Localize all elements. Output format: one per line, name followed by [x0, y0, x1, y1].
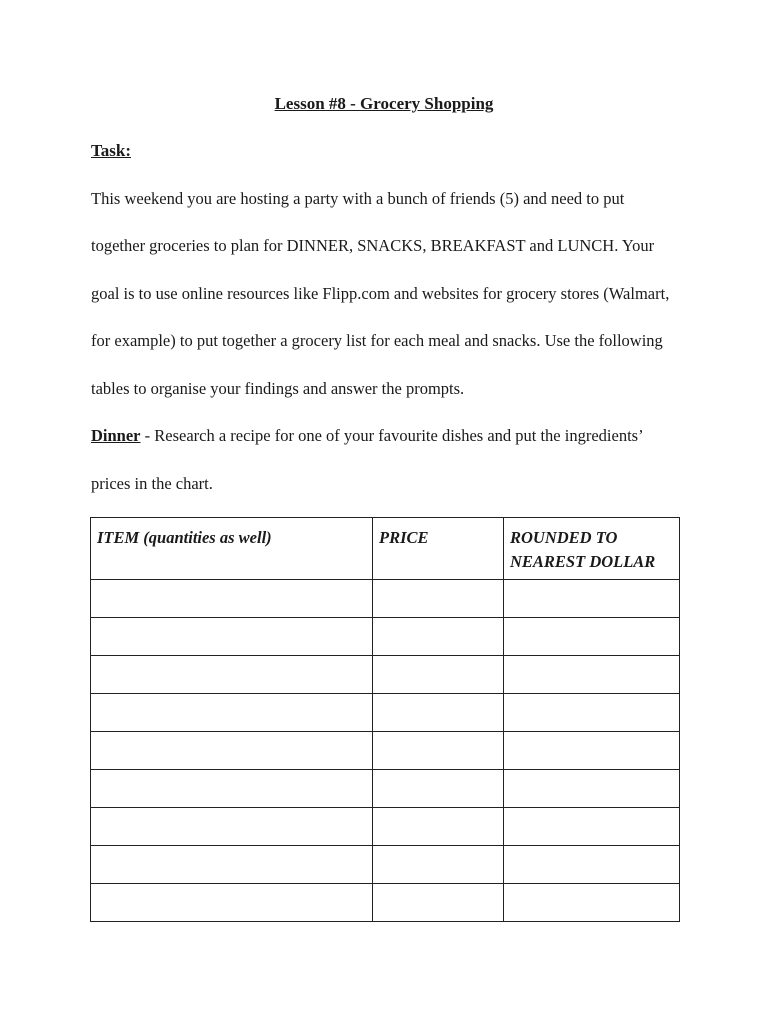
price-cell[interactable]: [373, 656, 504, 694]
price-cell[interactable]: [373, 694, 504, 732]
table-row: [91, 580, 680, 618]
dinner-instruction-continued: prices in the chart.: [91, 474, 213, 493]
table-row: [91, 884, 680, 922]
item-cell[interactable]: [91, 694, 373, 732]
task-heading: Task:: [91, 141, 132, 160]
grocery-price-table: [90, 517, 680, 922]
paragraph-line: goal is to use online resources like Flipp.com and websites for grocery stores (Walmart,: [91, 284, 670, 303]
rounded-cell[interactable]: [504, 770, 680, 808]
paragraph-line: together groceries to plan for DINNER, SNACKS, BREAKFAST and LUNCH. Your: [91, 236, 655, 255]
table-row: [91, 808, 680, 846]
rounded-cell[interactable]: [504, 884, 680, 922]
item-cell[interactable]: [91, 884, 373, 922]
item-cell[interactable]: [91, 656, 373, 694]
header-rounded: ROUNDED TO NEAREST DOLLAR: [504, 518, 680, 580]
price-cell[interactable]: [373, 884, 504, 922]
price-cell[interactable]: [373, 808, 504, 846]
item-cell[interactable]: [91, 808, 373, 846]
item-cell[interactable]: [91, 732, 373, 770]
paragraph-line: for example) to put together a grocery list for each meal and snacks. Use the following: [91, 331, 663, 350]
table-row: [91, 846, 680, 884]
price-cell[interactable]: [373, 580, 504, 618]
rounded-cell[interactable]: [504, 580, 680, 618]
table-row: [91, 694, 680, 732]
price-cell[interactable]: [373, 846, 504, 884]
price-cell[interactable]: [373, 770, 504, 808]
dinner-instruction: [91, 426, 644, 446]
item-cell[interactable]: [91, 846, 373, 884]
item-cell[interactable]: [91, 580, 373, 618]
item-cell[interactable]: [91, 770, 373, 808]
dinner-label: Dinner: [91, 426, 141, 445]
header-item: ITEM (quantities as well): [91, 518, 373, 580]
rounded-cell[interactable]: [504, 732, 680, 770]
rounded-cell[interactable]: [504, 694, 680, 732]
price-cell[interactable]: [373, 732, 504, 770]
rounded-cell[interactable]: [504, 846, 680, 884]
header-price: PRICE: [373, 518, 504, 580]
table-row: [91, 618, 680, 656]
table-row: [91, 656, 680, 694]
page-title: Lesson #8 - Grocery Shopping: [274, 94, 494, 113]
table-row: [91, 770, 680, 808]
rounded-cell[interactable]: [504, 808, 680, 846]
paragraph-line: This weekend you are hosting a party with a bunch of friends (5) and need to put: [91, 189, 625, 208]
price-cell[interactable]: [373, 618, 504, 656]
paragraph-line: tables to organise your findings and answer the prompts.: [91, 379, 465, 398]
rounded-cell[interactable]: [504, 618, 680, 656]
table-header-row: [91, 518, 680, 580]
rounded-cell[interactable]: [504, 656, 680, 694]
table-row: [91, 732, 680, 770]
item-cell[interactable]: [91, 618, 373, 656]
dinner-instruction-text: - Research a recipe for one of your favourite dishes and put the ingredients’: [140, 426, 644, 445]
